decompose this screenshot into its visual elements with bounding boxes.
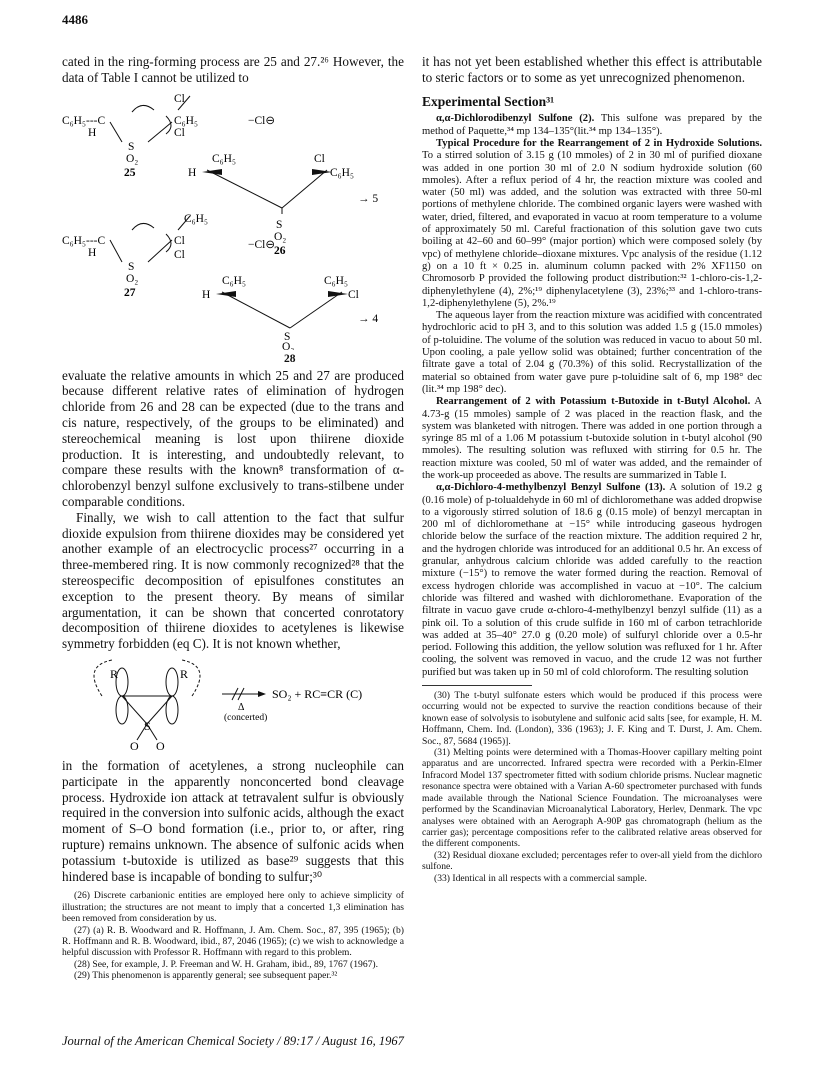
experimental-body [422,113,762,679]
scheme-c6h5-28b: C₆H₅ [324,274,348,287]
scheme-s-27: S [128,260,135,273]
scheme-cl-27a: Cl [174,234,185,247]
compound-28: 28 [284,352,296,365]
footnote: (33) Identical in all respects with a commercial sample. [434,872,647,884]
subheading: α,α-Dichloro-4-methylbenzyl Benzyl Sulfone (13). [436,482,666,494]
left-column [62,54,404,982]
scheme-cl-28: Cl [348,288,359,301]
footnote: (31) Melting points were determined with a Thomas-Hoover capillary melting point apparatus and are uncorrected. Infrared spectra were recorded with a Perkin-Elmer Infracord Model 137 spectrometer fitted with sodium chloride prisms. Nuclear magnetic resonance spectra were obtained with a Varian A-60 spectrometer purchased with funds made available through the National Science Foundation. The microanalyses were performed by the Scandinavian Microanalytical Laboratory, Herlev, Denmark. The vpc analyses were obtained with an Aerograph A-90P gas chromatograph (helium as the carrier gas); percentage compositions refer to the calibrated relative areas observed for the different components. [422,747,762,850]
footnote: (30) The t-butyl sulfonate esters which would be produced if this process were occurring would not be expected to survive the reaction conditions because of their known ease of solvolysis to isobutylene and sulfonic acid salts [see, for example, H. M. Hoffmann, Chem. Ind. (London), 336 (1963); J. F. King and T. Durst, J. Am. Chem. Soc., 87, 5684 (1965)]. [422,690,762,747]
subheading: Typical Procedure for the Rearrangement of 2 in Hydroxide Solutions. [436,137,762,149]
scheme-c6h5-27b: C₆H₅---C [62,234,106,247]
eqc-products: SO₂ + RC≡CR (C) [272,686,363,701]
scheme-minus-cl-2: −Cl⊖ [248,238,275,251]
paragraph-text: The aqueous layer from the reaction mixture was acidified with concentrated hydrochloric acid to pH 3, and to this solution was added 1.5 g (15.0 mmoles) of p-toluidine. The volume of the solution was reduced in vacuo to about 50 ml. Upon cooling, a pale yellow solid was obtained; further concentration of the filtrate gave a total of 2.04 g (70.3%) of this solid. Recrystallization of the material so obtained from water gave pure p-toluidine salt of 6, mp 198° dec (lit.³⁴ mp 198° dec). [422,310,762,395]
footnotes-left [62,890,404,981]
paragraph-text: A 4.73-g (15 mmoles) sample of 2 was placed in the reaction flask, and the system was blanketed with nitrogen. There was added in one portion through a syringe 85 ml of a 1.06 M potassium t-butoxide solution in t-butyl alcohol (90 mmoles). The resulting solution was refluxed with stirring for 0.5 hr. The reaction mixture was cooled, 50 ml of water was added, and the remainder of the work-up proceeded as above. The results are summarized in Table I. [422,396,762,481]
paragraph: it has not yet been established whether this effect is attributable to steric factors or to some as yet unrecognized phenomenon. [422,54,762,85]
compound-27: 27 [124,286,136,299]
paragraph: in the formation of acetylenes, a strong nucleophile can participate in the apparently nonconcerted bond cleavage process. Hydroxide ion attack at tetravalent sulfur is obviously required in the conversion into sulfonic acids, although the exact moment of S–O bond formation (i.e., prior to, or after, ring rupture) remains unknown. The absence of sulfonic acids when potassium t-butoxide is utilized as base²⁹ suggests that this hindered base is incapable of bonding to sulfur;³⁰ [62,757,404,884]
scheme-o2-26: O₂ [274,230,287,243]
scheme-s-26: S [276,218,283,231]
reaction-scheme [62,90,404,365]
scheme-s-25: S [128,140,135,153]
footnote-rule [422,685,532,686]
scheme-c6h5-26b: C₆H₅ [330,166,354,179]
section-heading: Experimental Section³¹ [422,93,555,109]
page-number: 4486 [62,12,88,27]
compound-26: 26 [274,244,286,257]
eqc-r-right: R [180,666,189,681]
scheme-o2-28: O₂ [282,340,295,350]
eqc-concerted: (concerted) [224,712,268,723]
paragraph: cated in the ring-forming process are 25 and 27.²⁶ However, the data of Table I cannot be utilized to [62,54,404,85]
scheme-arrow-5: → 5 [358,192,379,205]
scheme-h-28: H [202,288,211,301]
scheme-cl-25b: Cl [174,126,185,139]
paragraph: Finally, we wish to call attention to the fact that sulfur dioxide expulsion from thiirene dioxides may be considered yet another example of an electrocyclic process²⁷ occurring in a three-membered ring. It is now commonly recognized²⁸ that the stereospecific decomposition of episulfones constitutes an exception to the present theory. By means of similar argumentation, it can be shown that concerted conrotatory decomposition of thiirene dioxides to acetylenes is likewise symmetry forbidden (eq C). It is not known whether, [62,509,404,652]
scheme-o2-27: O₂ [126,272,139,285]
footnote: (32) Residual dioxane excluded; percentages refer to over-all yield from the dichloro sulfone. [422,849,762,873]
eqc-o-left: O [130,738,139,753]
scheme-minus-cl-1: −Cl⊖ [248,114,275,127]
scheme-h-26: H [188,166,197,179]
paragraph-text: This sulfone was prepared by the method of Paquette,³⁴ mp 134–135°(lit.³⁴ mp 134–135°). [422,113,762,137]
paragraph-text: To a stirred solution of 3.15 g (10 mmoles) of 2 in 30 ml of purified dioxane was added in one portion 30 ml of 2.0 N sodium hydroxide solution (60 mmoles). After a reflux period of 4 hr, the reaction mixture was cooled and water (50 ml) was added, and the solution was extracted with three 50-ml portions of methylene chloride. The combined organic layers were washed with water, dried, filtered, and evaporated in vacuo at room temperature to a volume of approximately 50 ml. Careful fractionation of this solution gave two cuts boiling at 42–60 and 60–99° (major portion) which were composed solely (by vpc) of methylene chloride–dioxane mixtures. Vpc analysis of the residue (1.12 g) on a 10 ft × 0.25 in. aluminum column packed with 2% XF1150 on Chromosorb P provided the following product distribution:³² 1-chloro-cis-1,2-diphenylethylene (4), 2%;¹⁹ diphenylacetylene (3), 23%;³³ and 1-chloro-trans-1,2-diphenylethylene (5), 2%.¹⁹ [422,150,762,309]
journal-footer: Journal of the American Chemical Society / 89:17 / August 16, 1967 [62,1034,404,1048]
right-column [422,54,762,884]
eqc-r-left: R [110,666,119,681]
scheme-cl-27b: Cl [174,248,185,261]
equation-c [62,658,404,754]
scheme-cl-25a: Cl [174,92,185,105]
paragraph: evaluate the relative amounts in which 25 and 27 are produced because different relative rates of elimination of hydrogen chloride from 26 and 28 can be expected (due to the trans and cis nature, respectively, of the groups to be eliminated) and stereochemical meaning is lost upon thiirene dioxide production. It is interesting, and undoubtedly relevant, to compare these results with the known⁸ transformation of α-chlorobenzyl benzyl sulfone exclusively to trans-stilbene under comparable conditions. [62,367,404,509]
scheme-c6h5-25b: C₆H₅ [174,114,198,127]
compound-25: 25 [124,166,136,179]
scheme-c6h5-28: C₆H₅ [222,274,246,287]
scheme-o2-25: O₂ [126,152,139,165]
subheading: Rearrangement of 2 with Potassium t-Butoxide in t-Butyl Alcohol. [436,396,751,408]
eqc-s: S [144,718,151,733]
footnote: (28) See, for example, J. P. Freeman and W. H. Graham, ibid., 89, 1767 (1967). [74,958,379,970]
scheme-c6h5-26: C₆H₅ [212,152,236,165]
scheme-h-25: H [88,126,97,139]
eqc-delta: Δ [238,701,245,713]
paragraph-text: A solution of 19.2 g (0.16 mole) of p-tolualdehyde in 60 ml of dichloromethane was added dropwise to a vigorously stirred solution of 18.6 g (0.15 mole) of benzyl mercaptan in 200 ml of dichloromethane at −15° while introducing gaseous hydrogen chloride below the surface of the reaction mixture. The addition required 2 hr, and the hydrogen chloride was introduced for an additional 0.5 hr. An excess of granular, anhydrous calcium chloride was added carefully to the reaction mixture (−15°) to remove the water formed during the reaction. Removal of excess hydrogen chloride was accomplished in vacuo at −10°. The calcium chloride was filtered and washed with dichloromethane. Evaporation of the filtrate in vacuo gave crude α-chloro-4-methylbenzyl benzyl sulfide (11) as a pink oil. To a solution of this crude sulfide in 160 ml of carbon tetrachloride was added at 35–40° 27.0 g (0.20 mole) of sulfuryl chloride over a 0.5-hr period. Following this addition, the yellow solution was refluxed for 1 hr. After cooling, the solvent was removed in vacuo, and the crude 12 was not further purified but was taken up in 50 ml of cold chloroform. The resulting solution [422,482,762,678]
scheme-c6h5-25: C₆H₅---C [62,114,106,127]
equation-c-drawing [62,658,404,754]
scheme-c6h5-27: C₆H₅ [184,212,208,225]
footnotes-right [422,690,762,884]
scheme-h-27: H [88,246,97,259]
footnote: (27) (a) R. B. Woodward and R. Hoffmann, J. Am. Chem. Soc., 87, 395 (1965); (b) R. Hoffmann and R. B. Woodward, ibid., 87, 2046 (1965); (c) we wish to acknowledge a helpful discussion with Professor R. Hoffmann with regard to this problem. [62,924,404,959]
scheme-arrow-4: → 4 [358,312,379,325]
footnote: (29) This phenomenon is apparently general; see subsequent paper.³² [74,970,338,982]
scheme-s-28: S [284,330,291,343]
eqc-o-right: O [156,738,165,753]
scheme-cl-26: Cl [314,152,325,165]
subheading: α,α-Dichlorodibenzyl Sulfone (2). [436,113,595,125]
scheme-drawing [62,90,404,350]
footnote: (26) Discrete carbanionic entities are employed here only to achieve simplicity of illustration; the structures are not meant to imply that a concerted 1,3 elimination has been removed from consideration by us. [62,890,404,925]
